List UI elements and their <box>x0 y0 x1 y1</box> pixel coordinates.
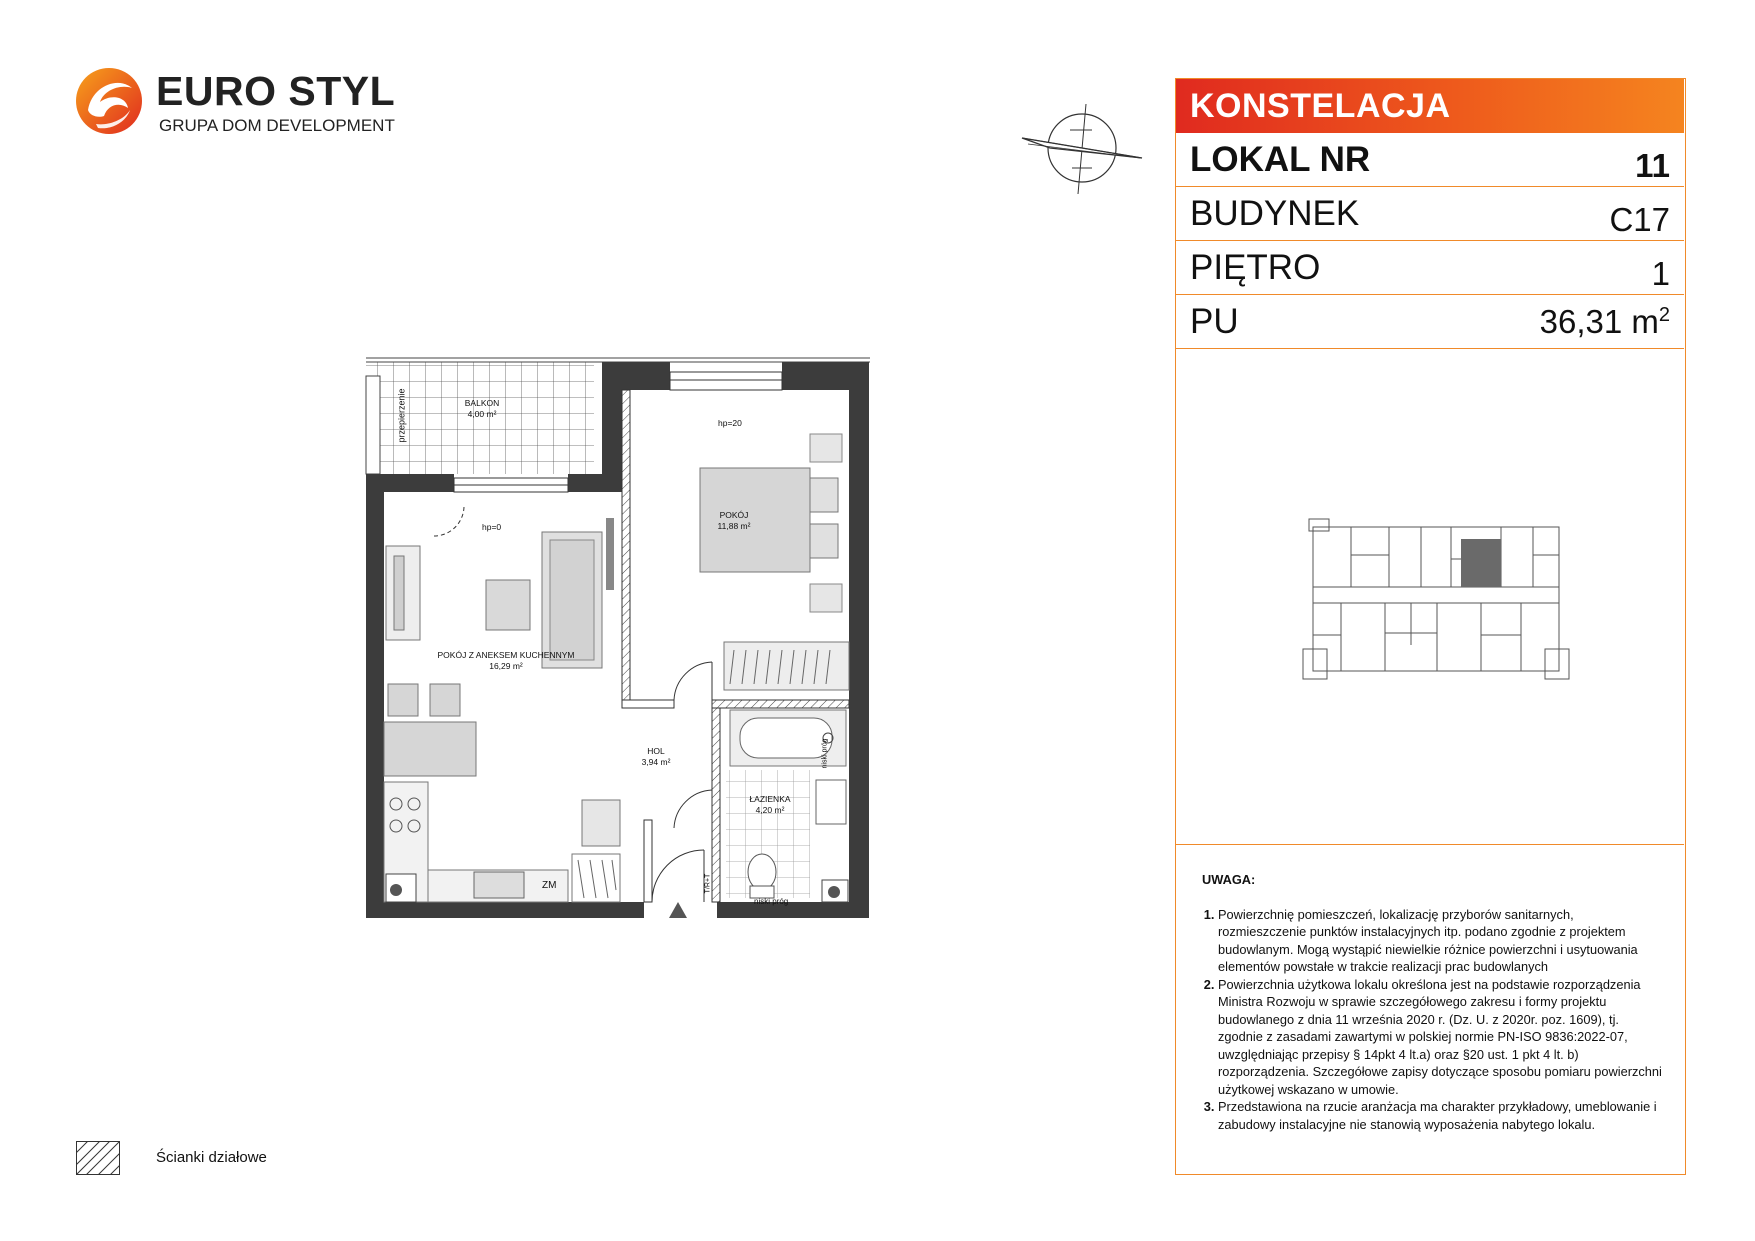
project-name: KONSTELACJA <box>1190 87 1451 125</box>
building-key-plan-drawing <box>1301 515 1571 685</box>
low-threshold-label: niski próg <box>754 897 789 906</box>
water-meter-label: ZM <box>542 880 557 891</box>
usable-area-number: 36,31 m <box>1539 303 1659 340</box>
legend-label: Ścianki działowe <box>156 1149 267 1166</box>
row-floor <box>1176 241 1684 295</box>
room-hol <box>626 746 686 768</box>
brand-subtitle: GRUPA DOM DEVELOPMENT <box>159 116 395 135</box>
usable-area-value <box>1540 303 1670 341</box>
notes-section <box>1202 871 1662 1133</box>
room-balkon-area: 4,00 m² <box>467 409 497 419</box>
brand-flame-icon <box>74 66 144 136</box>
note-item: 3. Przedstawiona na rzucie aranżacja ma charakter przykładowy, umeblowanie i zabudowy instalacyjne nie stanowią wyposażenia nabytego lokalu. <box>1218 1098 1662 1133</box>
notes-list <box>1202 906 1662 1134</box>
room-balkon-name: BALKON <box>464 398 500 408</box>
room-pokoj-area: 11,88 m² <box>717 521 751 531</box>
project-header <box>1176 79 1684 133</box>
unit-number-label: LOKAL NR <box>1190 140 1371 179</box>
room-salon-name: POKÓJ Z ANEKSEM KUCHENNYM <box>437 650 575 660</box>
note-item: 2. Powierzchnia użytkowa lokalu określona jest na podstawie rozporządzenia Ministra Rozwoju w sprawie szczegółowego zakresu i formy projektu budowlanego z dnia 11 września 2020 r. (Dz. U. z 2020r. poz. 1609), tj. zgodnie z zasadami zawartymi w polskiej normie PN-ISO 9836:2022-07, uwzględniając przepisy § 14pkt 4 lt.a) oraz §20 ust. 1 pkt 4 lt. b) rozporządzenia. Szczegółowe zapisy dotyczące sposobu pomiaru powierzchni użytkowej wskazano w umowie. <box>1218 976 1662 1099</box>
room-lazienka-name: ŁAZIENKA <box>749 794 791 804</box>
building-label: BUDYNEK <box>1190 194 1360 233</box>
north-arrow-icon <box>1020 96 1150 206</box>
door-sill-hp0: hp=0 <box>482 522 502 532</box>
balcony-partition-label: przepierzenie <box>396 388 407 443</box>
side-threshold-label: niski próg <box>821 738 829 769</box>
room-balkon <box>432 398 532 420</box>
room-hol-area: 3,94 m² <box>641 757 671 767</box>
room-hol-name: HOL <box>647 746 665 756</box>
usable-area-unit-exponent: 2 <box>1658 304 1670 326</box>
usable-area-label: PU <box>1190 302 1239 341</box>
tt-label: T/R+T <box>704 873 712 894</box>
row-unit-number <box>1176 133 1684 187</box>
window-sill-hp20: hp=20 <box>718 418 742 428</box>
highlighted-unit <box>1461 539 1501 587</box>
floor-plan <box>362 350 870 930</box>
room-pokoj <box>684 510 784 532</box>
notes-title: UWAGA: <box>1202 872 1256 887</box>
unit-info-panel <box>1175 78 1686 1175</box>
brand-name: EURO STYL <box>156 68 396 114</box>
brand-logo <box>74 66 394 144</box>
floor-value: 1 <box>1651 255 1670 292</box>
room-salon <box>426 650 586 672</box>
room-salon-area: 16,29 m² <box>489 661 523 671</box>
note-item: 1. Powierzchnię pomieszczeń, lokalizację przyborów sanitarnych, rozmieszczenie punktów instalacyjnych itp. podano zgodnie z projektem budowlanym. Mogą wystąpić niewielkie różnice powierzchni i usytuowania elementów powstałe w trakcie realizacji prac budowlanych <box>1218 906 1662 976</box>
building-key-plan <box>1176 349 1684 845</box>
room-lazienka-area: 4,20 m² <box>755 805 785 815</box>
room-pokoj-name: POKÓJ <box>719 510 749 520</box>
row-usable-area <box>1176 295 1684 349</box>
floor-plan-drawing <box>362 350 870 930</box>
partition-wall-legend-icon <box>76 1141 120 1175</box>
row-building <box>1176 187 1684 241</box>
building-value: C17 <box>1609 201 1670 238</box>
room-lazienka <box>730 794 810 816</box>
floor-label: PIĘTRO <box>1190 248 1321 287</box>
unit-number-value: 11 <box>1635 147 1670 184</box>
